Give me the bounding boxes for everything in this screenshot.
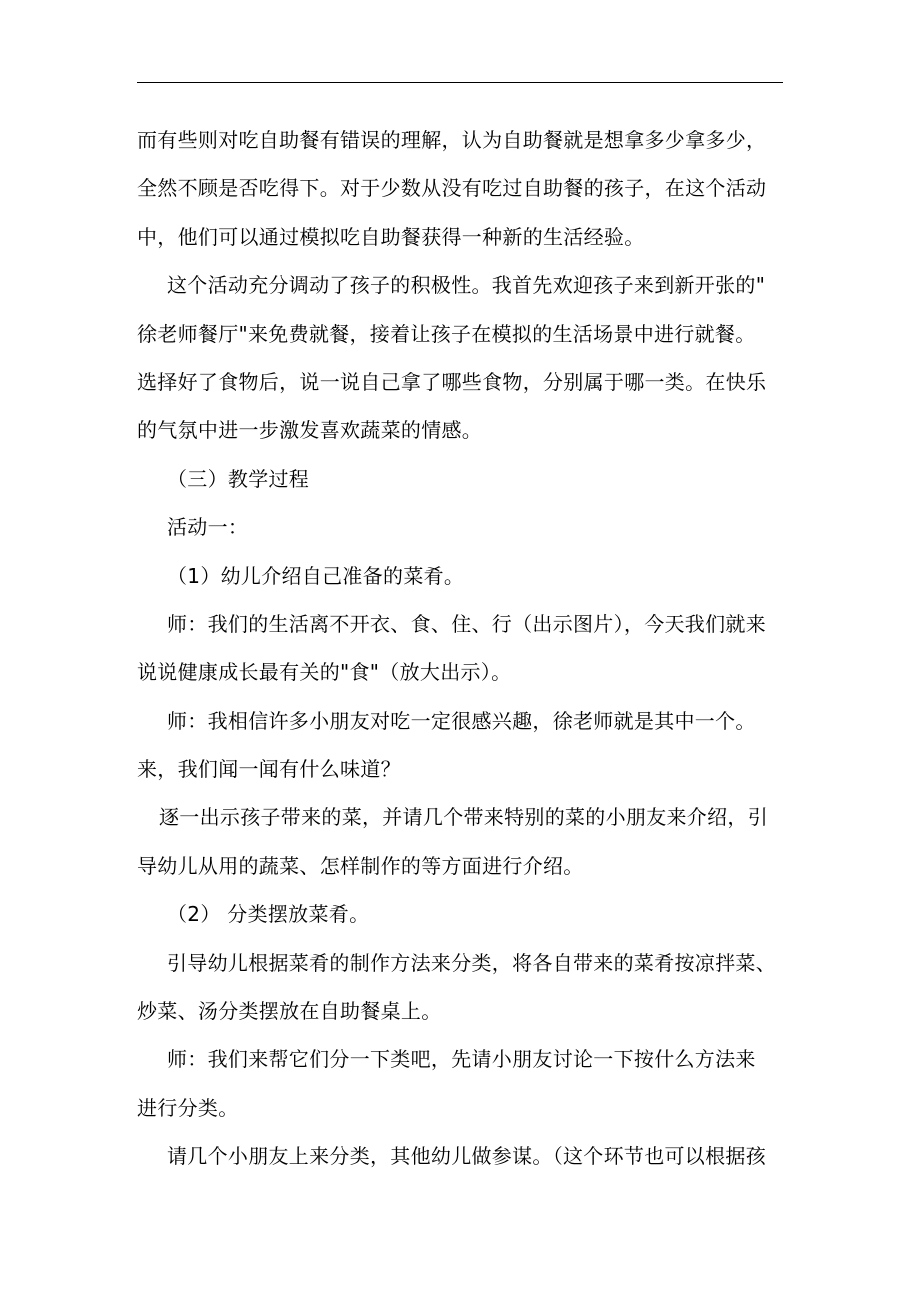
text-line: 选择好了食物后，说一说自己拿了哪些食物，分别属于哪一类。在快乐 [137, 369, 767, 394]
paragraph-start-line: 这个活动充分调动了孩子的积极性。我首先欢迎孩子来到新开张的" [167, 273, 766, 298]
text-line: 全然不顾是否吃得下。对于少数从没有吃过自助餐的孩子，在这个活动 [137, 176, 767, 201]
text-line: 炒菜、汤分类摆放在自助餐桌上。 [137, 999, 442, 1024]
paragraph-start-line: 师：我们的生活离不开衣、食、住、行（出示图片），今天我们就来 [167, 611, 766, 636]
paragraph-start-line: 逐一出示孩子带来的菜，并请几个带来特别的菜的小朋友来介绍，引 [159, 805, 768, 830]
step-heading: （1）幼儿介绍自己准备的菜肴。 [167, 563, 465, 588]
section-heading: （三）教学过程 [167, 466, 310, 491]
text-line: 导幼儿从用的蔬菜、怎样制作的等方面进行介绍。 [137, 853, 584, 878]
step-heading: （2） 分类摆放菜肴。 [167, 902, 370, 927]
text-line: 中，他们可以通过模拟吃自助餐获得一种新的生活经验。 [137, 224, 645, 249]
text-line: 的气氛中进一步激发喜欢蔬菜的情感。 [137, 418, 483, 443]
paragraph-start-line: 请几个小朋友上来分类，其他幼儿做参谋。（这个环节也可以根据孩 [167, 1144, 766, 1169]
paragraph-start-line: 师：我们来帮它们分一下类吧，先请小朋友讨论一下按什么方法来 [167, 1047, 756, 1072]
text-line: 进行分类。 [137, 1095, 239, 1120]
paragraph-start-line: 师：我相信许多小朋友对吃一定很感兴趣，徐老师就是其中一个。 [167, 708, 756, 733]
text-line: 徐老师餐厅"来免费就餐，接着让孩子在模拟的生活场景中进行就餐。 [137, 321, 756, 346]
header-rule [137, 82, 783, 83]
paragraph-start-line: 引导幼儿根据菜肴的制作方法来分类，将各自带来的菜肴按凉拌菜、 [167, 950, 776, 975]
text-line: 来，我们闻一闻有什么味道？ [137, 757, 401, 782]
text-line: 而有些则对吃自助餐有错误的理解，认为自助餐就是想拿多少拿多少， [137, 128, 767, 152]
document-body [137, 116, 787, 1181]
text-line: 说说健康成长最有关的"食"（放大出示）。 [137, 660, 512, 685]
activity-heading: 活动一： [167, 515, 249, 540]
